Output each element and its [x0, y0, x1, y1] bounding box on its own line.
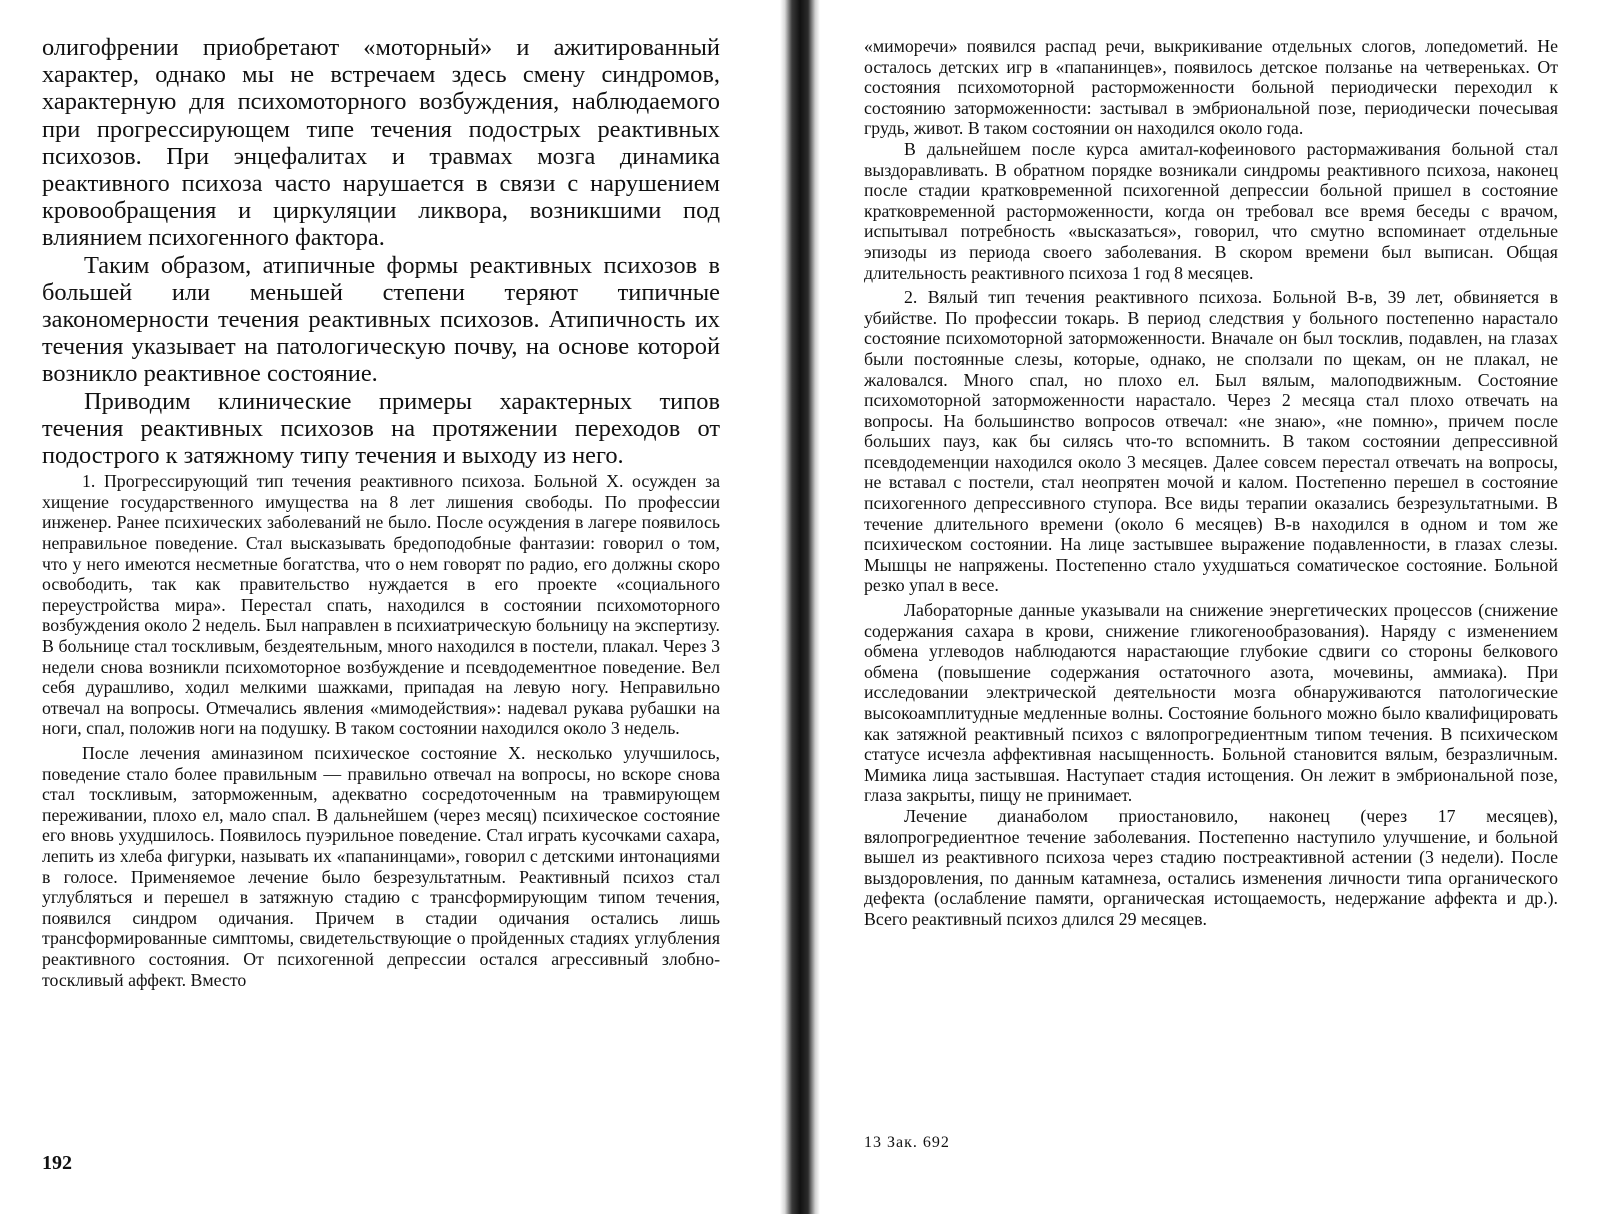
printing-signature: 13 Зак. 692 [864, 1134, 950, 1151]
left-large-text [42, 34, 720, 469]
left-small-text [42, 471, 720, 990]
right-page [820, 0, 1600, 1214]
right-paragraph-1: «миморечи» появился распад речи, выкрикивание отдельных слогов, лопедометий. Не осталось детских игр в «папанинцев», появилось детское ползанье на четвереньках. От состояния психомоторной расторможенности больной периодически переходил к состоянию заторможенности: застывал в эмбриональной позе, периодически почесывая грудь, живот. В таком состоянии он находился около года. [864, 36, 1558, 139]
case-1-paragraph: 1. Прогрессирующий тип течения реактивного психоза. Больной X. осужден за хищение государственного имущества на 8 лет лишения свободы. По профессии инженер. Ранее психических заболеваний не было. После осуждения в лагере появилось неправильное поведение. Стал высказывать бредоподобные фантазии: говорил о том, что у него имеются несметные богатства, что о нем говорят по радио, его должны скоро освободить, так как правительство нуждается в его проекте «социального переустройства мира». Перестал спать, находился в состоянии психомоторного возбуждения около 2 недель. Был направлен в психиатрическую больницу на экспертизу. В больнице стал тоскливым, бездеятельным, много находился в постели, плакал. Через 3 недели снова возникли психомоторное возбуждение и псевдодементное поведение. Вел себя дурашливо, ходил мелкими шажками, припадая на левую ногу. Неправильно отвечал на вопросы. Отмечались явления «мимодействия»: надевал рукава рубашки на ноги, спал, положив ноги на подушку. В таком состоянии находился около 3 недель. [42, 471, 720, 739]
book-gutter [780, 0, 820, 1214]
right-small-text [864, 36, 1558, 930]
treatment-paragraph: Лечение дианаболом приостановило, наконец (через 17 месяцев), вялопрогредиентное течение заболевания. Постепенно наступило улучшение, и больной вышел из реактивного психоза через стадию постреактивной астении (3 недели). После выздоровления, по данным катамнеза, остались изменения личности типа органического дефекта (ослабление памяти, органическая истощаемость, недержание аффекта и др.). Всего реактивный психоз длился 29 месяцев. [864, 805, 1558, 929]
left-paragraph-1: олигофрении приобретают «моторный» и ажитированный характер, однако мы не встречаем здесь смену синдромов, характерную для психомоторного возбуждения, наблюдаемого при прогрессирующем типе течения подострых реактивных психозов. При энцефалитах и травмах мозга динамика реактивного психоза часто нарушается в связи с нарушением кровообращения и циркуляции ликвора, возникшими под влиянием психогенного фактора. [42, 34, 720, 252]
lab-data-paragraph: Лабораторные данные указывали на снижение энергетических процессов (снижение содержания сахара в крови, снижение гликогенообразования). Наряду с изменением обмена углеводов наблюдаются нарастающие глубокие сдвиги со стороны белкового обмена (повышение содержания остаточного азота, мочевины, аммиака). При исследовании электрической деятельности мозга обнаруживаются патологические высокоамплитудные медленные волны. Состояние больного можно было квалифицировать как затяжной реактивный психоз с вялопрогредиентным типом течения. В психическом статусе исчезла аффективная насыщенность. Больной становится вялым, безразличным. Мимика лица застывшая. Наступает стадия истощения. Он лежит в эмбриональной позе, глаза закрыты, пищу не принимает. [864, 600, 1558, 806]
left-paragraph-3: Приводим клинические примеры характерных типов течения реактивных психозов на протяжении переходов от подострого к затяжному типу течения и выходу из него. [42, 387, 720, 470]
case-2-paragraph: 2. Вялый тип течения реактивного психоза. Больной В-в, 39 лет, обвиняется в убийстве. По профессии токарь. В период следствия у больного постепенно нарастало состояние психомоторной заторможенности. Вначале он был тосклив, подавлен, на глазах были постоянные слезы, которые, однако, не сползали по щекам, он не плакал, не жаловался. Много спал, но плохо ел. Был вялым, малоподвижным. Состояние психомоторной заторможенности нарастало. Через 2 месяца стал плохо отвечать на вопросы. На большинство вопросов отвечал: «не знаю», «не помню», причем после больших пауз, как бы силясь что-то вспомнить. В таком состоянии депрессивной псевдодеменции находился около 3 месяцев. Далее совсем перестал отвечать на вопросы, не вставал с постели, стал неопрятен мочой и калом. Постепенно перешел в состояние психогенного депрессивного ступора. Все виды терапии оказались безрезультатными. В течение длительного времени (около 6 месяцев) В-в находился в одном и том же психическом состоянии. На лице застывшее выражение подавленности, в глазах слезы. Мышцы не напряжены. Постепенно стало ухудшаться соматическое состояние. Больной резко упал в весе. [864, 287, 1558, 596]
case-1-continuation-paragraph: После лечения аминазином психическое состояние X. несколько улучшилось, поведение стало более правильным — правильно отвечал на вопросы, но вскоре снова стал тоскливым, заторможенным, адекватно сосредоточенным на травмирующем переживании, плохо ел, мало спал. В дальнейшем (через месяц) психическое состояние его вновь ухудшилось. Появилось пуэрильное поведение. Стал играть кусочками сахара, лепить из хлеба фигурки, называть их «папанинцами», говорил с детскими интонациями в голосе. Применяемое лечение было безрезультатным. Реактивный психоз стал углубляться и перешел в затяжную стадию с трансформирующим типом течения, появился синдром одичания. Причем в стадии одичания остались лишь трансформированные симптомы, свидетельствующие о пройденных стадиях углубления реактивного состояния. От психогенной депрессии остался агрессивный злобно-тоскливый аффект. Вместо [42, 742, 720, 990]
left-paragraph-2: Таким образом, атипичные формы реактивных психозов в большей или меньшей степени теряют типичные закономерности течения реактивных психозов. Атипичность их течения указывает на патологическую почву, на основе которой возникло реактивное состояние. [42, 251, 720, 388]
right-paragraph-2: В дальнейшем после курса амитал-кофеинового растормаживания больной стал выздоравливать. В обратном порядке возникали синдромы реактивного психоза, наконец после стадии кратковременной психогенной депрессии больной пришел в состояние кратковременной расторможенности, когда он требовал все время беседы с врачом, испытывал потребность «высказаться», говорил, что смутно вспоминает отдельные эпизоды из периода своего заболевания. В скором времени был выписан. Общая длительность реактивного психоза 1 год 8 месяцев. [864, 138, 1558, 283]
page-number: 192 [42, 1152, 72, 1174]
left-page [0, 0, 780, 1214]
